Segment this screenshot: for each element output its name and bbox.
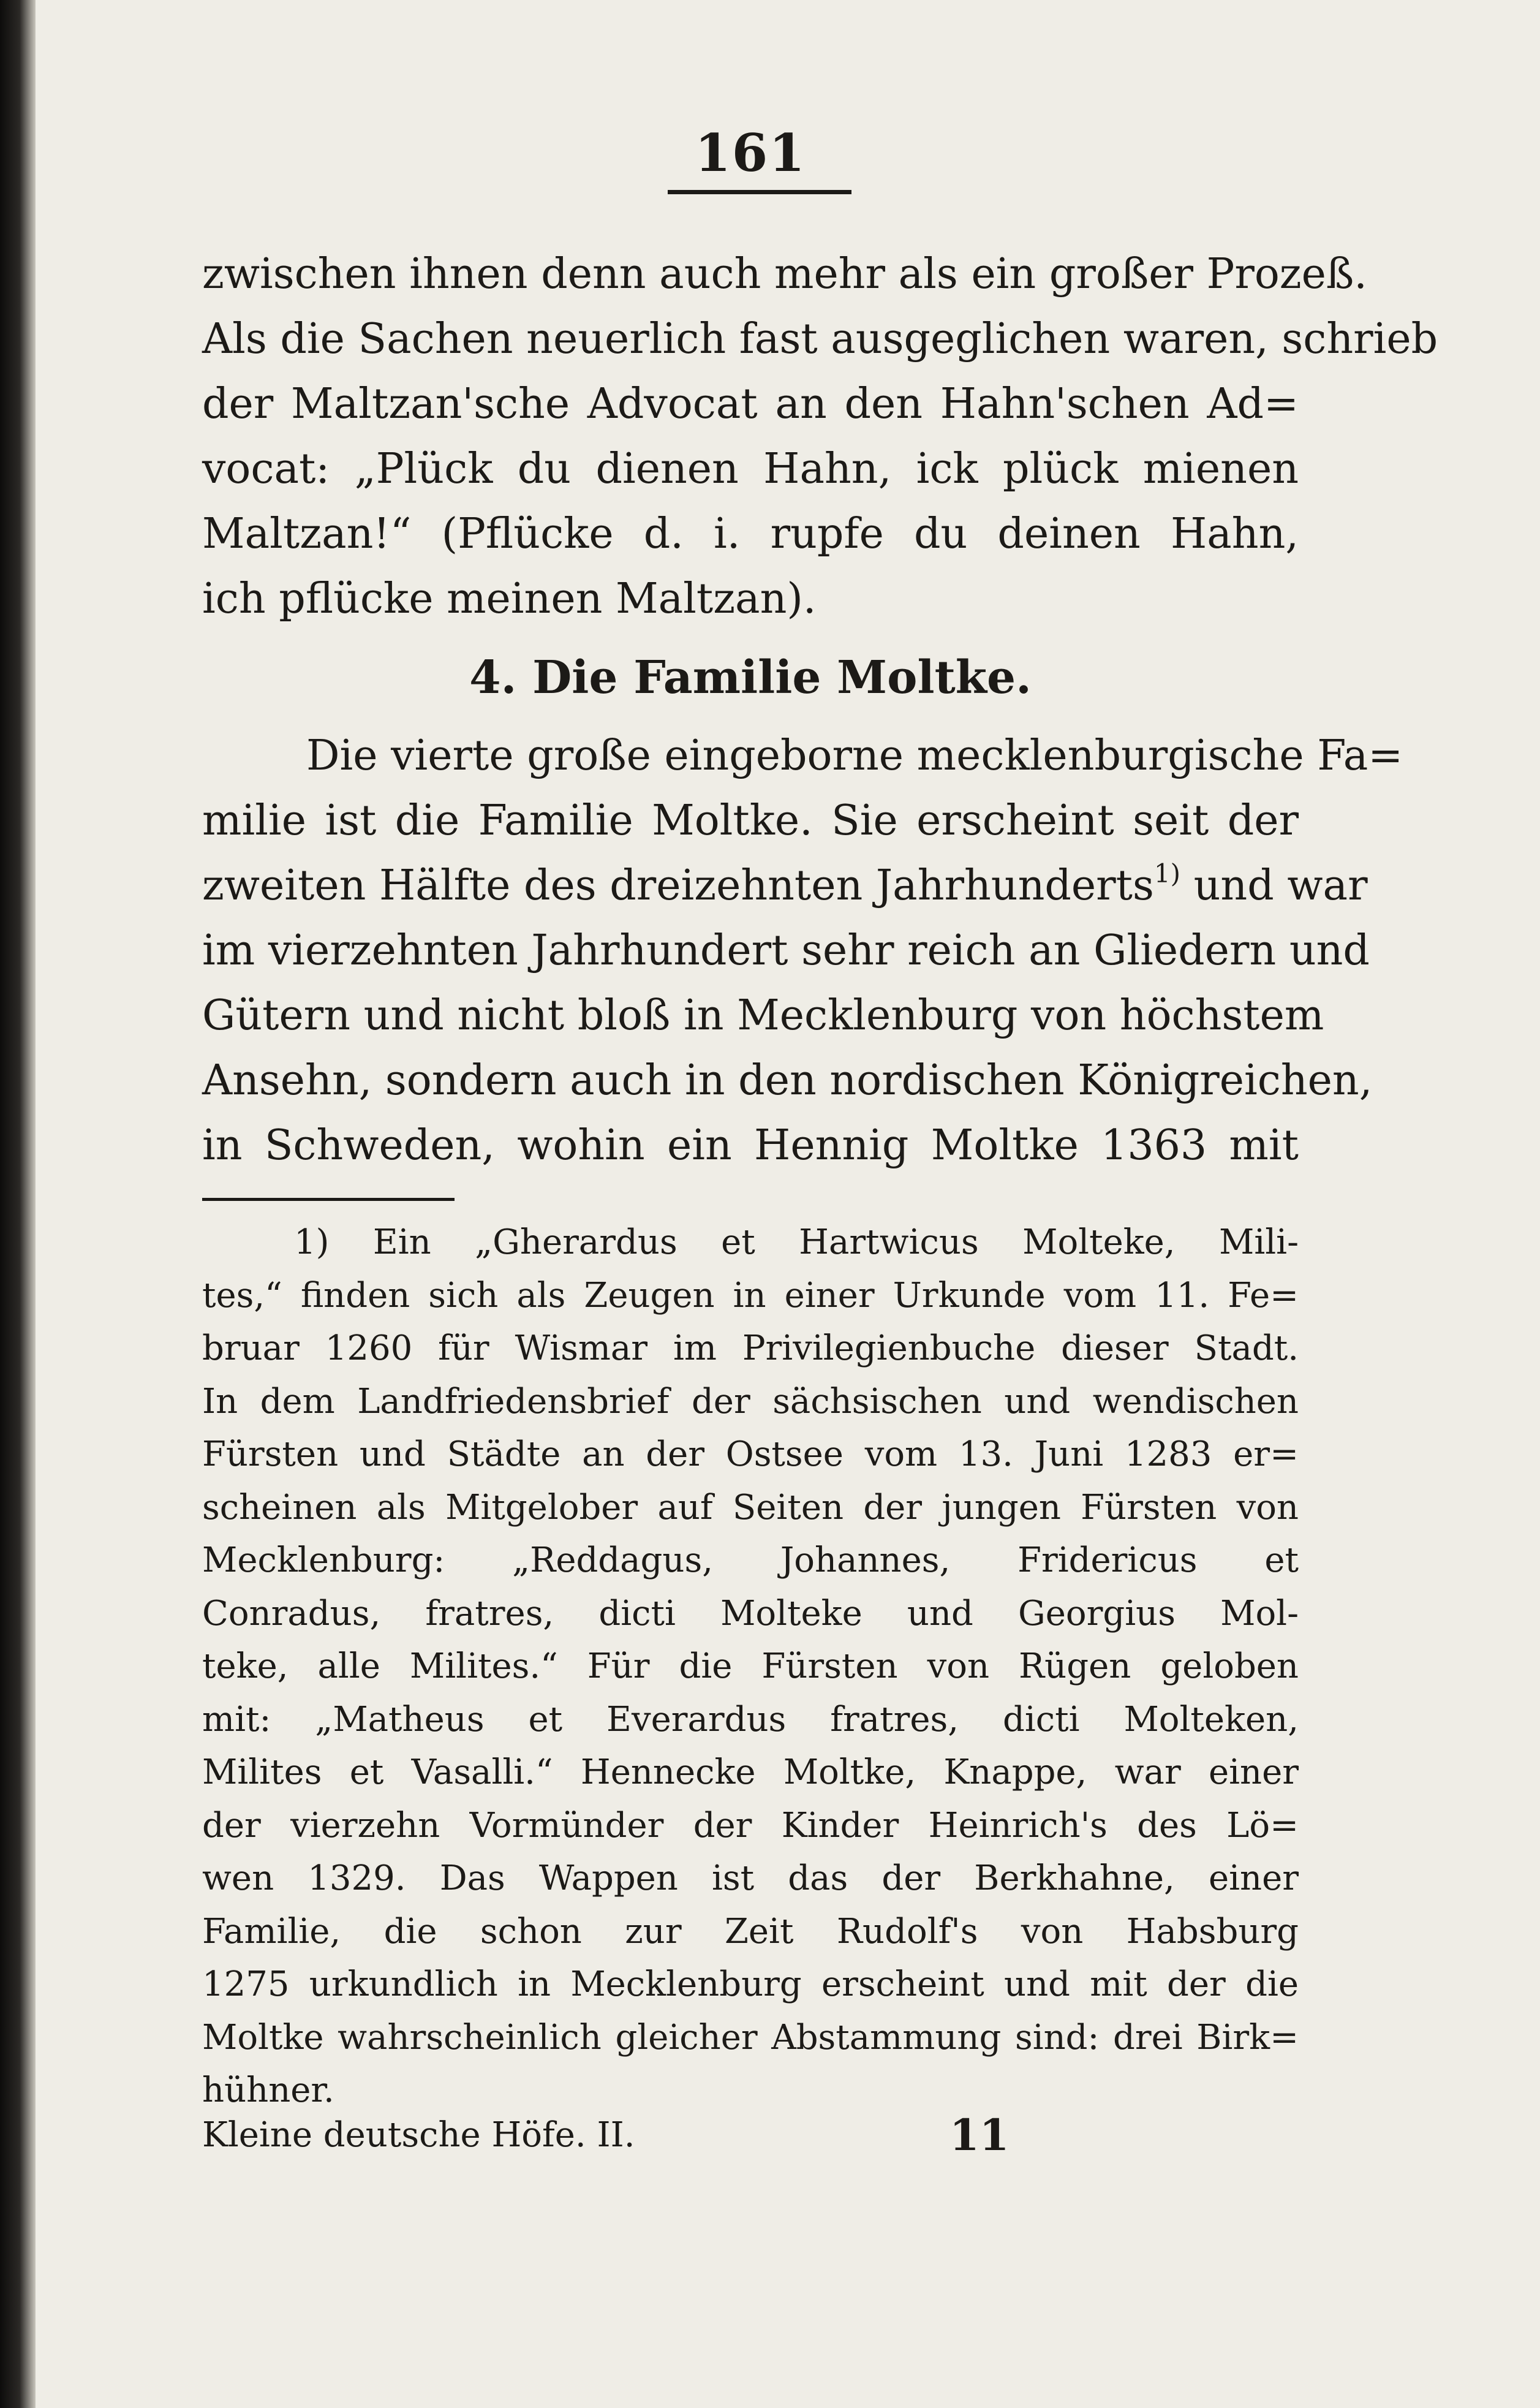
page-number: 161 <box>695 123 806 183</box>
text-line: im vierzehnten Jahrhundert sehr reich an Gliedern und <box>202 926 1370 975</box>
footnote-line: bruar 1260 für Wismar im Privilegienbuche dieser Stadt. <box>202 1328 1299 1368</box>
running-title: Kleine deutsche Höfe. II. <box>202 2115 635 2155</box>
footnote-line: wen 1329. Das Wappen ist das der Berkhahne, einer <box>202 1858 1299 1898</box>
text-line: milie ist die Familie Moltke. Sie erscheint seit der <box>202 797 1299 845</box>
text-line-part: zweiten Hälfte des dreizehnten Jahrhunderts <box>202 861 1154 910</box>
text-line: zwischen ihnen denn auch mehr als ein großer Prozeß. <box>202 250 1367 298</box>
footnote-line: mit: „Matheus et Everardus fratres, dicti Molteken, <box>202 1699 1299 1740</box>
footnote-line: tes,“ finden sich als Zeugen in einer Urkunde vom 11. Fe= <box>202 1275 1299 1316</box>
page-number-rule <box>668 190 851 194</box>
page-footer <box>202 2108 1299 2163</box>
text-line: Die vierte große eingeborne mecklenburgische Fa= <box>306 732 1403 780</box>
footnote-line: Milites et Vasalli.“ Hennecke Moltke, Knappe, war einer <box>202 1752 1299 1792</box>
text-line: in Schweden, wohin ein Hennig Moltke 1363 mit <box>202 1121 1299 1170</box>
footnote-line: teke, alle Milites.“ Für die Fürsten von Rügen geloben <box>202 1646 1299 1686</box>
main-text <box>202 242 1438 1178</box>
footnote-line: scheinen als Mitgelober auf Seiten der jungen Fürsten von <box>202 1487 1299 1528</box>
text-line: Als die Sachen neuerlich fast ausgeglichen waren, schrieb <box>202 315 1438 363</box>
footnote-line: Moltke wahrscheinlich gleicher Abstammung sind: drei Birk= <box>202 2017 1299 2058</box>
scan-binding-edge <box>0 0 36 2408</box>
footnote-reference: 1) <box>1153 858 1180 888</box>
footnote <box>202 1216 1299 2118</box>
footnote-line: In dem Landfriedensbrief der sächsischen und wendischen <box>202 1381 1299 1422</box>
footnote-line: Conradus, fratres, dicti Molteke und Georgius Mol- <box>202 1593 1299 1634</box>
text-line: Ansehn, sondern auch in den nordischen Königreichen, <box>202 1056 1373 1105</box>
section-heading: 4. Die Familie Moltke. <box>469 651 1032 704</box>
text-line: ich pflücke meinen Maltzan). <box>202 575 817 623</box>
footnote-line: hühner. <box>202 2070 334 2110</box>
text-line <box>202 854 1368 918</box>
book-page <box>202 0 1438 2408</box>
footnote-line: 1275 urkundlich in Mecklenburg erscheint und mit der die <box>202 1964 1299 2004</box>
text-line: vocat: „Plück du dienen Hahn, ick plück mienen <box>202 445 1299 493</box>
text-line: Maltzan!“ (Pflücke d. i. rupfe du deinen Hahn, <box>202 510 1299 558</box>
footnote-line: Fürsten und Städte an der Ostsee vom 13. Juni 1283 er= <box>202 1434 1299 1474</box>
text-line: Gütern und nicht bloß in Mecklenburg von höchstem <box>202 991 1324 1040</box>
footnote-line: Mecklenburg: „Reddagus, Johannes, Fridericus et <box>202 1540 1299 1580</box>
text-line-part: und war <box>1180 861 1368 910</box>
signature-mark: 11 <box>949 2110 1010 2160</box>
footnote-separator <box>202 1198 455 1201</box>
footnote-line: der vierzehn Vormünder der Kinder Heinrich's des Lö= <box>202 1805 1299 1846</box>
footnote-line: Familie, die schon zur Zeit Rudolf's von Habsburg <box>202 1911 1299 1952</box>
footnote-line: 1) Ein „Gherardus et Hartwicus Molteke, Mili- <box>294 1222 1299 1262</box>
text-line: der Maltzan'sche Advocat an den Hahn'schen Ad= <box>202 380 1299 428</box>
